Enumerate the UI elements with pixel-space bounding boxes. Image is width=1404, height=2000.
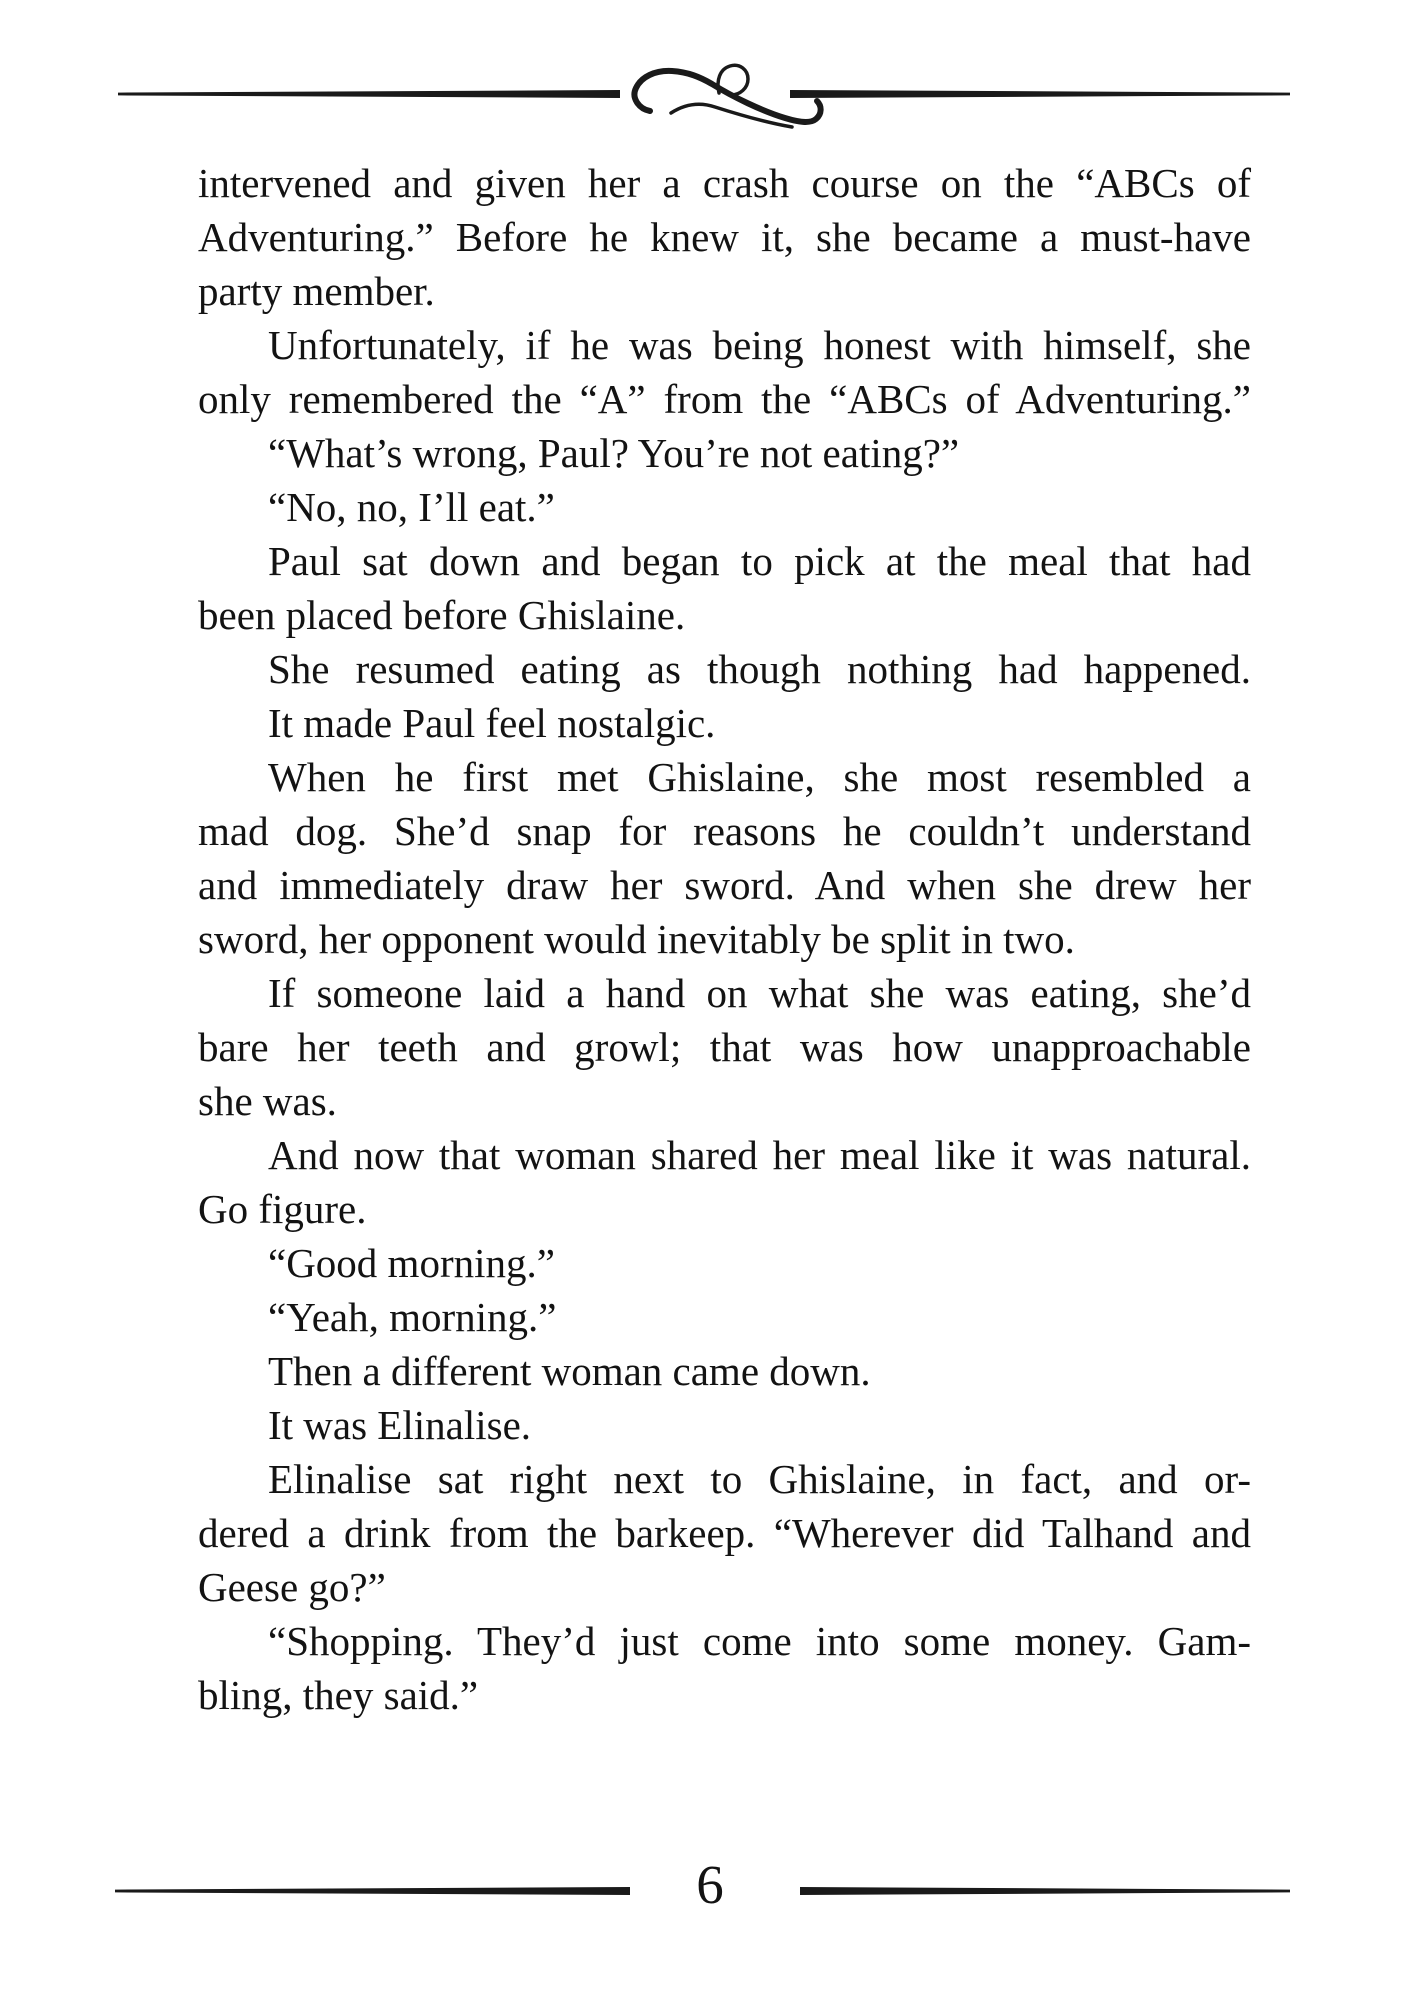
page-footer — [0, 1831, 1404, 1961]
text-line: party member. — [198, 268, 435, 314]
text-line: only remembered the “A” from the “ABCs of Adventuring.” — [198, 376, 1251, 422]
text-line: She resumed eating as though nothing had happened. — [268, 646, 1251, 692]
text-line: “Shopping. They’d just come into some money. Gam- — [268, 1618, 1251, 1664]
header-rule-right — [790, 90, 1290, 98]
text-line: bare her teeth and growl; that was how unapproachable — [198, 1024, 1251, 1070]
text-line: And now that woman shared her meal like it was natural. — [268, 1132, 1251, 1178]
text-line: It made Paul feel nostalgic. — [268, 700, 716, 746]
text-line: Then a different woman came down. — [268, 1348, 871, 1394]
text-line: Paul sat down and began to pick at the meal that had — [268, 538, 1251, 584]
text-line: If someone laid a hand on what she was eating, she’d — [268, 970, 1251, 1016]
text-line: “Good morning.” — [268, 1240, 555, 1286]
text-line: Unfortunately, if he was being honest with himself, she — [268, 322, 1251, 368]
text-line: and immediately draw her sword. And when she drew her — [198, 862, 1251, 908]
text-line: mad dog. She’d snap for reasons he couldn’t understand — [198, 808, 1251, 854]
text-line: been placed before Ghislaine. — [198, 592, 686, 638]
text-line: When he first met Ghislaine, she most resembled a — [268, 754, 1251, 800]
text-line: Adventuring.” Before he knew it, she became a must-have — [198, 214, 1251, 260]
text-line: intervened and given her a crash course on the “ABCs of — [198, 160, 1251, 206]
header-rule-left — [118, 90, 620, 98]
text-line: Go figure. — [198, 1186, 367, 1232]
text-line: she was. — [198, 1078, 337, 1124]
text-line: dered a drink from the barkeep. “Wherever did Talhand and — [198, 1510, 1251, 1556]
text-line: bling, they said.” — [198, 1672, 479, 1718]
footer-rule-right — [800, 1887, 1290, 1895]
header-flourish-icon — [0, 0, 1404, 140]
text-line: sword, her opponent would inevitably be split in two. — [198, 916, 1075, 962]
text-line: “What’s wrong, Paul? You’re not eating?” — [268, 430, 960, 476]
text-line: “Yeah, morning.” — [268, 1294, 557, 1340]
text-line: “No, no, I’ll eat.” — [268, 484, 555, 530]
text-line: It was Elinalise. — [268, 1402, 532, 1448]
footer-rule-left — [115, 1887, 630, 1895]
text-line: Elinalise sat right next to Ghislaine, in fact, and or- — [268, 1456, 1251, 1502]
page-number: 6 — [696, 1854, 724, 1915]
text-line: Geese go?” — [198, 1564, 386, 1610]
body-text — [198, 156, 1251, 1722]
